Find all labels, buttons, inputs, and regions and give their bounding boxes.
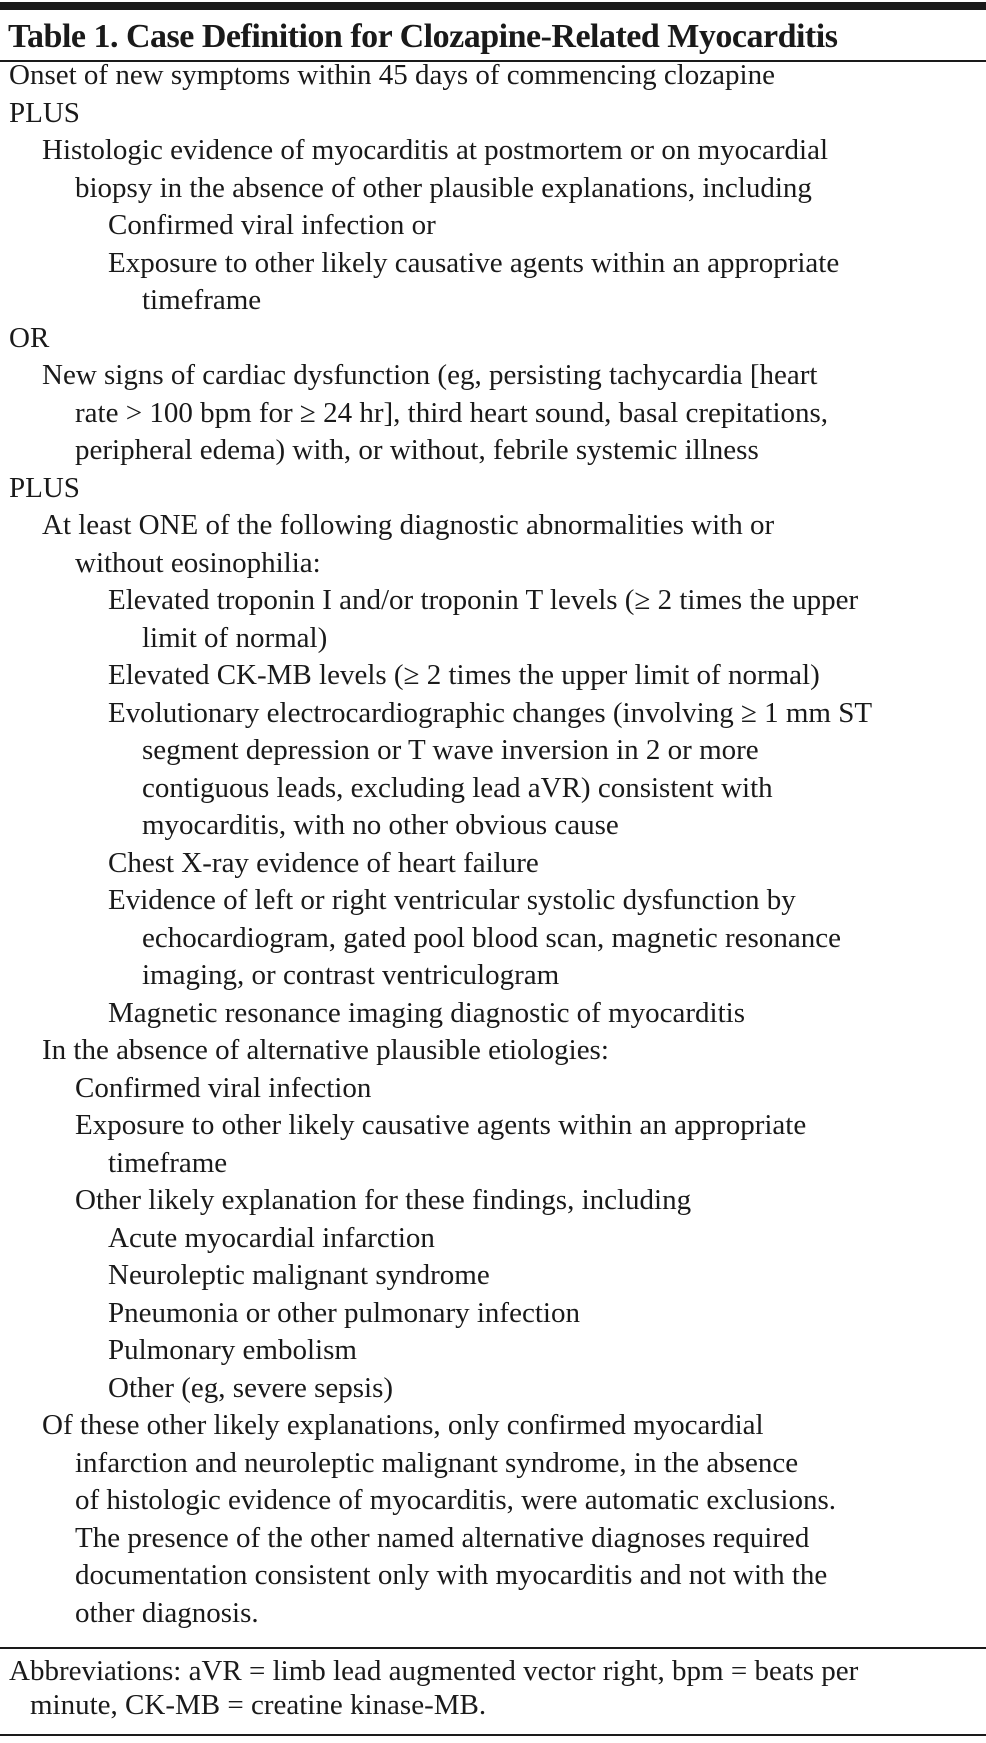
footer-rule [0,1647,986,1649]
footnote-line: minute, CK-MB = creatine kinase-MB. [30,1689,487,1721]
criteria-line: of histologic evidence of myocarditis, were automatic exclusions. [75,1484,837,1516]
criteria-line: Exposure to other likely causative agents within an appropriate [75,1109,807,1141]
criteria-line: Evolutionary electrocardiographic changes (involving ≥ 1 mm ST [108,696,873,729]
criteria-line: documentation consistent only with myocarditis and not with the [75,1559,828,1591]
criteria-line: Of these other likely explanations, only confirmed myocardial [42,1409,764,1441]
criteria-line: timeframe [108,1146,228,1179]
criteria-line: other diagnosis. [75,1596,259,1629]
criteria-line: without eosinophilia: [75,546,321,579]
criteria-line: contiguous leads, excluding lead aVR) consistent with [142,771,773,804]
criteria-line: Onset of new symptoms within 45 days of commencing clozapine [9,59,775,91]
criteria-line: Elevated CK-MB levels (≥ 2 times the upper limit of normal) [108,659,820,691]
top-rule [0,2,986,10]
criteria-line: Magnetic resonance imaging diagnostic of myocarditis [108,996,746,1029]
criteria-line: limit of normal) [142,621,328,654]
criteria-line: Confirmed viral infection [75,1071,372,1104]
criteria-line: infarction and neuroleptic malignant syndrome, in the absence [75,1446,799,1479]
criteria-line: segment depression or T wave inversion in 2 or more [142,734,759,766]
criteria-line: PLUS [9,96,80,129]
bottom-rule [0,1734,986,1736]
criteria-line: Confirmed viral infection or [108,209,436,241]
criteria-line: At least ONE of the following diagnostic abnormalities with or [42,509,775,541]
criteria-line: Histologic evidence of myocarditis at postmortem or on myocardial [42,134,829,166]
criteria-line: Elevated troponin I and/or troponin T levels (≥ 2 times the upper [108,584,859,616]
criteria-line: Acute myocardial infarction [108,1221,435,1254]
criteria-line: Other (eg, severe sepsis) [108,1371,394,1404]
criteria-line: The presence of the other named alternative diagnoses required [75,1521,810,1554]
criteria-line: peripheral edema) with, or without, febrile systemic illness [75,434,759,466]
table-title: Table 1. Case Definition for Clozapine-Related Myocarditis [8,18,838,55]
criteria-line: rate > 100 bpm for ≥ 24 hr], third heart sound, basal crepitations, [75,396,829,429]
criteria-line: myocarditis, with no other obvious cause [142,809,619,841]
criteria-line: Neuroleptic malignant syndrome [108,1259,490,1291]
footnote-line: Abbreviations: aVR = limb lead augmented vector right, bpm = beats per [9,1655,859,1687]
criteria-line: Other likely explanation for these findings, including [75,1184,692,1216]
table-footnote [0,1654,986,1722]
criteria-line: Pneumonia or other pulmonary infection [108,1296,580,1329]
criteria-line: OR [9,321,50,354]
criteria-line: echocardiogram, gated pool blood scan, magnetic resonance [142,921,841,954]
criteria-line: Exposure to other likely causative agents within an appropriate [108,246,840,279]
criteria-line: In the absence of alternative plausible etiologies: [42,1034,609,1066]
criteria-line: biopsy in the absence of other plausible explanations, including [75,171,812,204]
criteria-line: Chest X-ray evidence of heart failure [108,846,539,879]
criteria-line: imaging, or contrast ventriculogram [142,959,560,991]
criteria-line: PLUS [9,471,80,504]
criteria-line: Pulmonary embolism [108,1334,357,1366]
table-body [0,57,986,1632]
criteria-line: Evidence of left or right ventricular systolic dysfunction by [108,884,796,916]
criteria-line: New signs of cardiac dysfunction (eg, persisting tachycardia [heart [42,359,818,391]
criteria-line: timeframe [142,284,262,316]
